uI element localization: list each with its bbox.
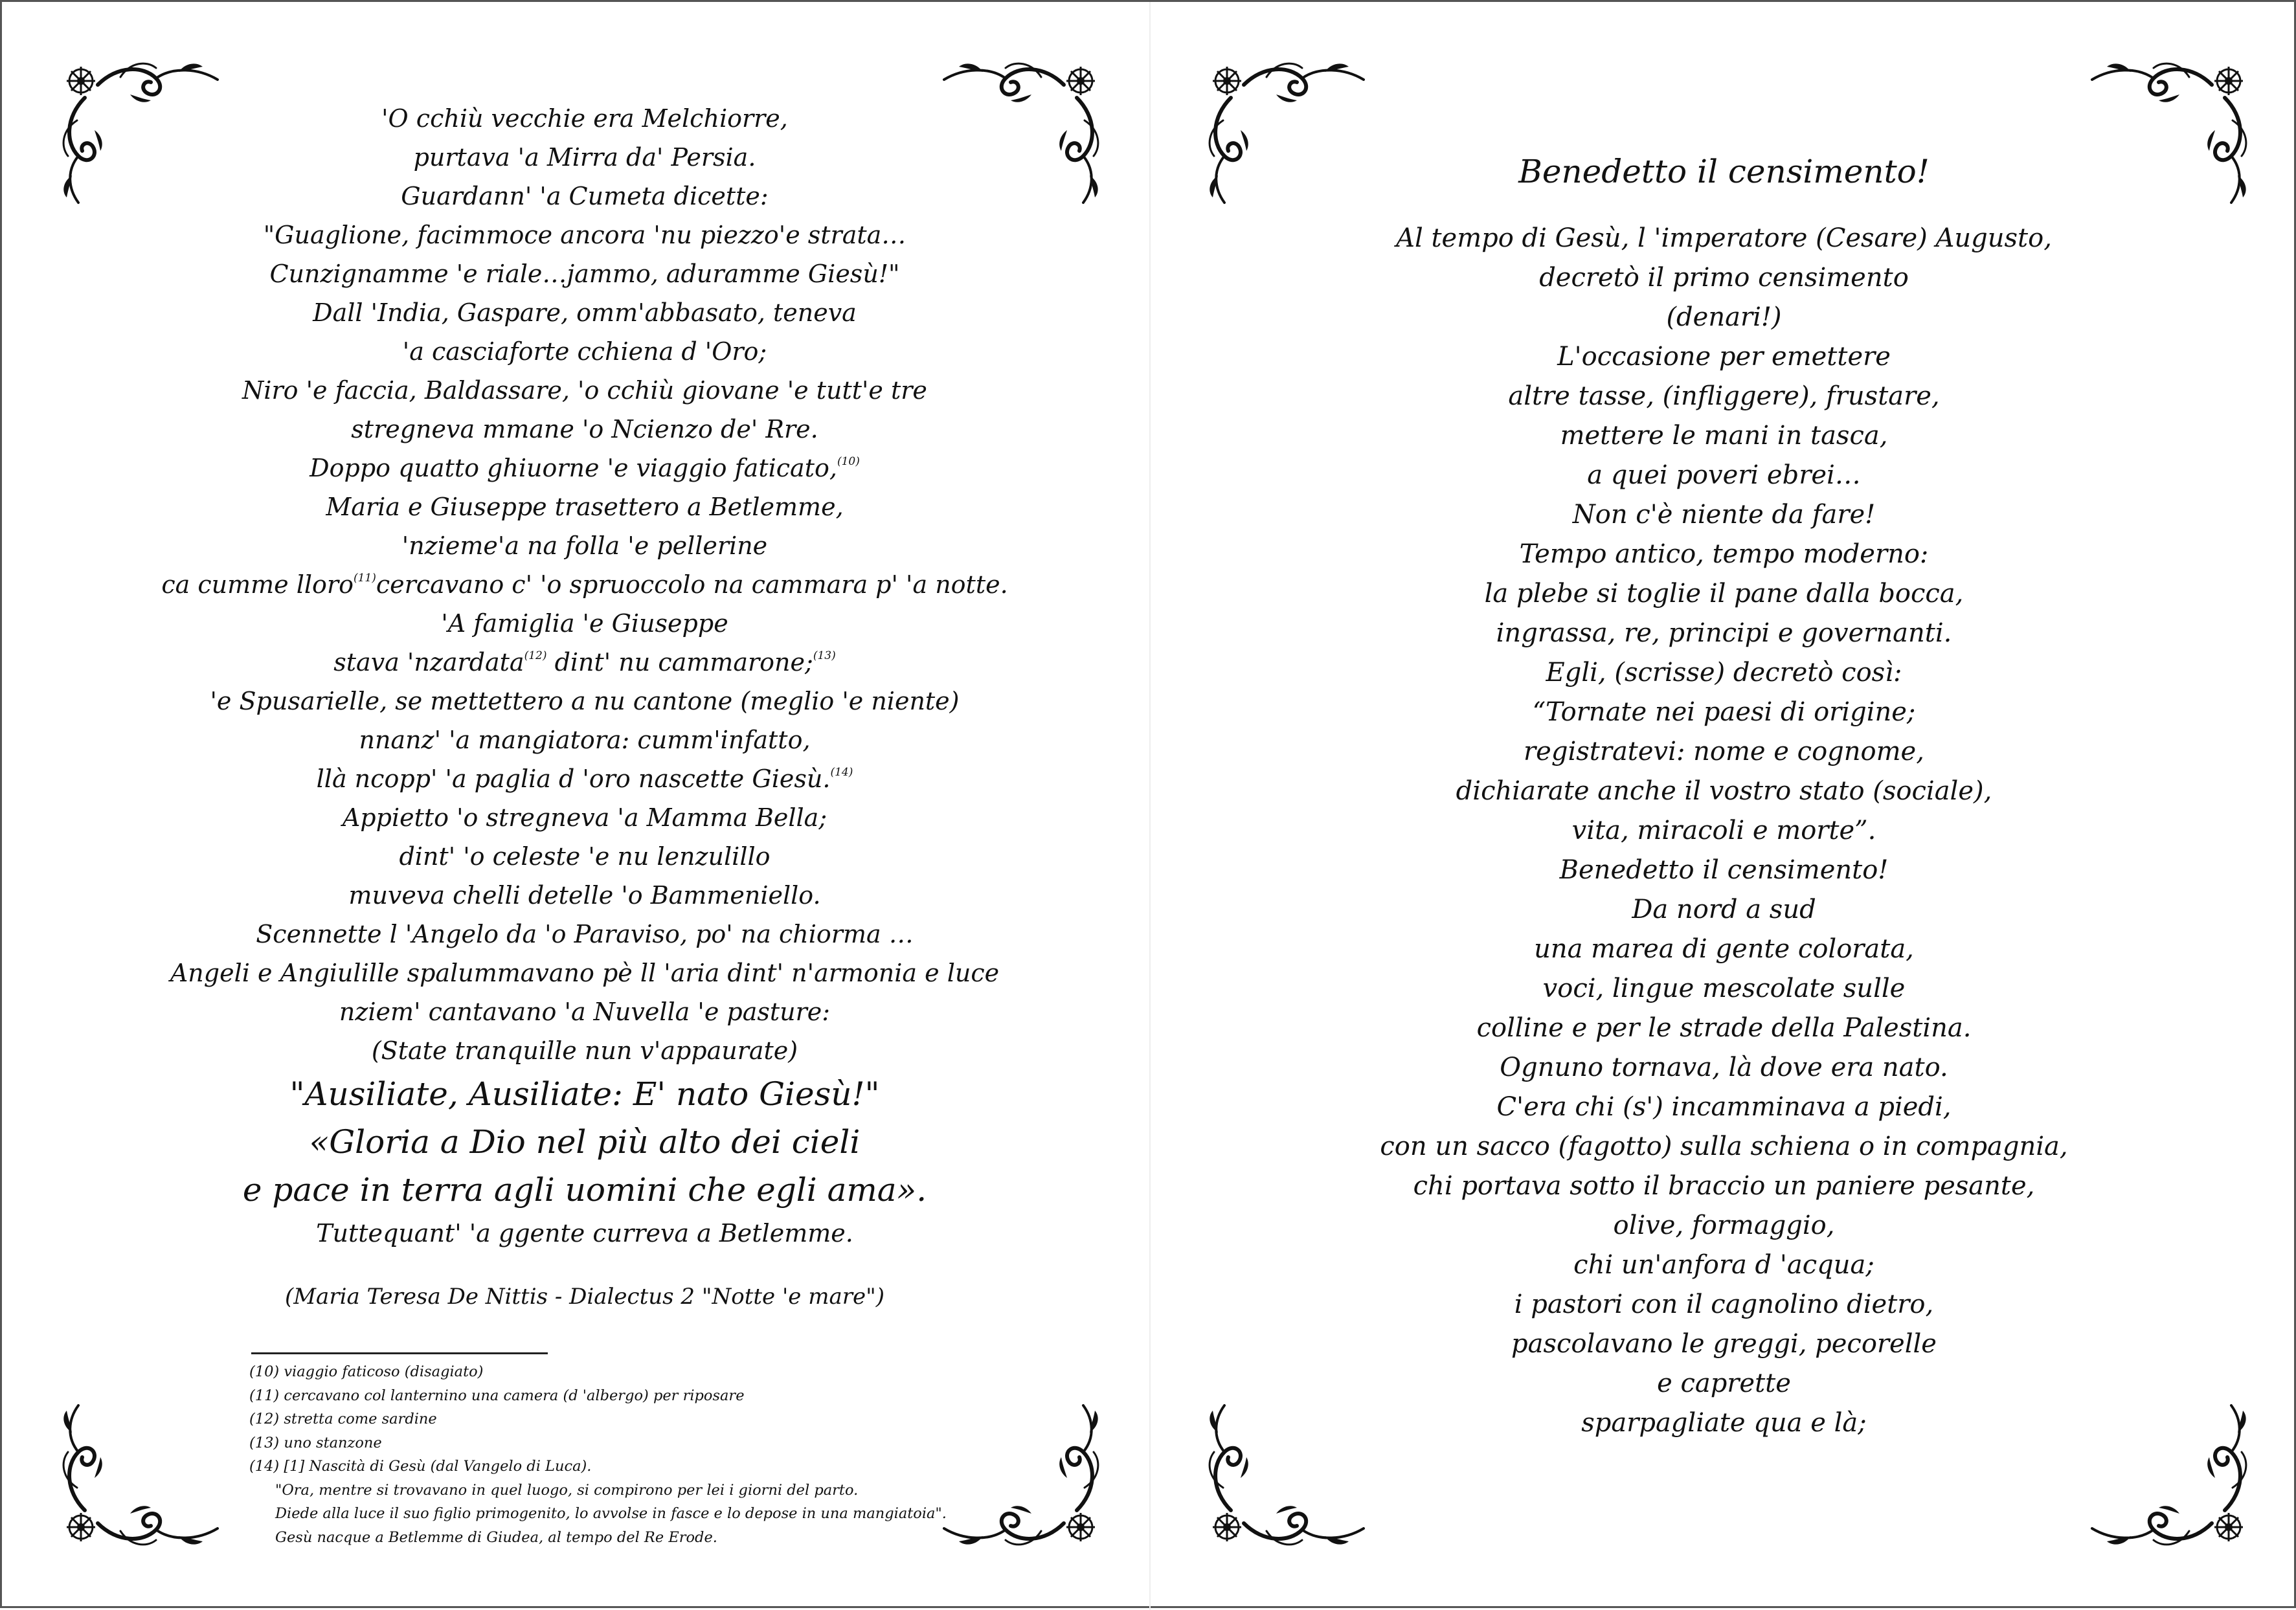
poem-line: sparpagliate qua e là;: [1581, 1408, 1867, 1438]
poem-line: colline e per le strade della Palestina.: [1476, 1013, 1972, 1043]
footnote-quote: Gesù nacque a Betlemme di Giudea, al tempo del Re Erode.: [275, 1528, 717, 1546]
poem-line: e caprette: [1657, 1369, 1791, 1398]
poem-line: dichiarate anche il vostro stato (sociale),: [1456, 776, 1992, 806]
poem-line-text: llà ncopp' 'a paglia d 'oro nascette Giesù.: [316, 765, 831, 793]
poem-line: voci, lingue mescolate sulle: [1542, 974, 1906, 1003]
poem-line: ingrassa, re, principi e governanti.: [1496, 618, 1952, 648]
poem-line: 'A famiglia 'e Giuseppe: [441, 609, 728, 638]
poem-line: decretò il primo censimento: [1539, 263, 1909, 293]
poem-line: chi un'anfora d 'acqua;: [1573, 1250, 1874, 1280]
poem-line: 'nzieme'a na folla 'e pellerine: [401, 531, 768, 560]
poem-line: una marea di gente colorata,: [1534, 934, 1914, 964]
poem-line: chi portava sotto il braccio un paniere pesante,: [1413, 1171, 2035, 1201]
poem-line: Tempo antico, tempo moderno:: [1519, 539, 1929, 569]
footnote-quote: "Ora, mentre si trovavano in quel luogo, si compirono per lei i giorni del parto.: [275, 1481, 859, 1499]
poem-line: Niro 'e faccia, Baldassare, 'o cchiù giovane 'e tutt'e tre: [242, 376, 927, 405]
flourish-corner-icon: [59, 1400, 227, 1549]
poem-line: C'era chi (s') incamminava a piedi,: [1496, 1092, 1952, 1122]
poem-line: (denari!): [1666, 302, 1782, 332]
poem-line: Appietto 'o stregneva 'a Mamma Bella;: [342, 803, 827, 832]
poem-line: Egli, (scrisse) decretò così:: [1546, 658, 1902, 688]
poem-line: a quei poveri ebrei…: [1587, 460, 1861, 490]
poem-line: Non c'è niente da fare!: [1572, 500, 1876, 530]
poem-line: 'a casciaforte cchiena d 'Oro;: [402, 337, 767, 366]
poem-line: Al tempo di Gesù, l 'imperatore (Cesare) Augusto,: [1396, 223, 2052, 253]
poem-line: pascolavano le greggi, pecorelle: [1511, 1329, 1937, 1359]
footnotes: [249, 1360, 962, 1549]
poem-line: Tuttequant' 'a ggente curreva a Betlemme.: [316, 1219, 853, 1247]
poem-line: Maria e Giuseppe trasettero a Betlemme,: [326, 493, 844, 521]
footnote: (12) stretta come sardine: [249, 1411, 437, 1427]
poem-line: mettere le mani in tasca,: [1560, 421, 1888, 451]
footnote: (14) [1] Nascità di Gesù (dal Vangelo di Luca).: [249, 1458, 592, 1475]
poem-line: purtava 'a Mirra da' Persia.: [413, 143, 756, 172]
poem-line: Ognuno tornava, là dove era nato.: [1500, 1053, 1948, 1082]
footnote-marker: (13): [813, 649, 836, 662]
poem-line: Benedetto il censimento!: [1559, 855, 1889, 885]
poem-line: olive, formaggio,: [1613, 1211, 1835, 1240]
poem-line-emphasis: «Gloria a Dio nel più alto dei cieli: [309, 1123, 861, 1161]
poem-line: “Tornate nei paesi di origine;: [1532, 697, 1916, 727]
poem-line-emphasis: "Ausiliate, Ausiliate: E' nato Giesù!": [289, 1075, 880, 1113]
poem-line: [80, 759, 1090, 798]
dialect-poem: [80, 99, 1090, 1253]
poem-line-text: ca cumme lloro: [161, 570, 354, 599]
footnote: (11) cercavano col lanternino una camera (d 'albergo) per riposare: [249, 1387, 745, 1404]
poem-line-emphasis: e pace in terra agli uomini che egli ama».: [242, 1171, 927, 1209]
footnote: (10) viaggio faticoso (disagiato): [249, 1363, 484, 1380]
footnote-quote: Diede alla luce il suo figlio primogenito, lo avvolse in fasce e lo depose in una mangiatoia".: [275, 1505, 947, 1522]
footnote-marker: (14): [830, 766, 853, 779]
poem-line: Scennette l 'Angelo da 'o Paraviso, po' na chiorma …: [256, 920, 914, 948]
poem-line: con un sacco (fagotto) sulla schiena o in compagnia,: [1380, 1132, 2068, 1161]
poem-line: Angeli e Angiulille spalummavano pè ll 'aria dint' n'armonia e luce: [170, 959, 1000, 987]
poem-line: Guardann' 'a Cumeta dicette:: [401, 182, 769, 210]
right-page: [1150, 2, 2296, 1610]
poem-line: nnanz' 'a mangiatora: cumm'infatto,: [359, 726, 811, 754]
poem-line: L'occasione per emettere: [1557, 342, 1891, 372]
footnote-marker: (12): [524, 649, 547, 662]
poem-line: [80, 449, 1090, 487]
poem-line-text: cercavano c' 'o spruoccolo na cammara p' 'a notte.: [376, 570, 1008, 599]
poem-line-text: dint' nu cammarone;: [546, 648, 813, 676]
poem-line: nziem' cantavano 'a Nuvella 'e pasture:: [339, 998, 831, 1026]
footnote-marker: (10): [837, 455, 860, 468]
italian-poem: [1215, 219, 2233, 1443]
poem-credit: (Maria Teresa De Nittis - Dialectus 2 "Notte 'e mare"): [284, 1284, 885, 1310]
poem-line: muveva chelli detelle 'o Bammeniello.: [348, 881, 821, 910]
poem-line: Da nord a sud: [1632, 895, 1816, 924]
poem-line-text: stava 'nzardata: [333, 648, 524, 676]
poem-line: [80, 643, 1090, 682]
left-page: [2, 2, 1150, 1610]
poem-line: Dall 'India, Gaspare, omm'abbasato, teneva: [313, 298, 857, 327]
poem-line: 'e Spusarielle, se mettettero a nu cantone (meglio 'e niente): [210, 687, 960, 715]
poem-line: i pastori con il cagnolino dietro,: [1514, 1290, 1934, 1319]
footnote-divider: [251, 1352, 548, 1354]
poem-line: altre tasse, (infliggere), frustare,: [1508, 381, 1940, 411]
poem-line: dint' 'o celeste 'e nu lenzulillo: [399, 842, 771, 871]
footnote-marker: (11): [353, 572, 376, 585]
poem-line: 'O cchiù vecchie era Melchiorre,: [381, 104, 788, 133]
poem-line-text: Doppo quatto ghiuorne 'e viaggio faticato,: [310, 454, 837, 482]
poem-line: Cunzignamme 'e riale…jammo, aduramme Giesù!": [269, 260, 900, 288]
poem-title: Benedetto il censimento!: [1518, 153, 1930, 190]
poem-line: (State tranquille nun v'appaurate): [371, 1036, 798, 1065]
poem-line: la plebe si toglie il pane dalla bocca,: [1484, 579, 1964, 609]
poem-line: registratevi: nome e cognome,: [1524, 737, 1924, 766]
poem-line: [80, 565, 1090, 604]
poem-line: "Guaglione, facimmoce ancora 'nu piezzo'e strata…: [263, 221, 906, 249]
poem-line: vita, miracoli e morte”.: [1571, 816, 1876, 845]
poem-line: stregneva mmane 'o Ncienzo de' Rre.: [351, 415, 818, 443]
footnote: (13) uno stanzone: [249, 1434, 382, 1451]
